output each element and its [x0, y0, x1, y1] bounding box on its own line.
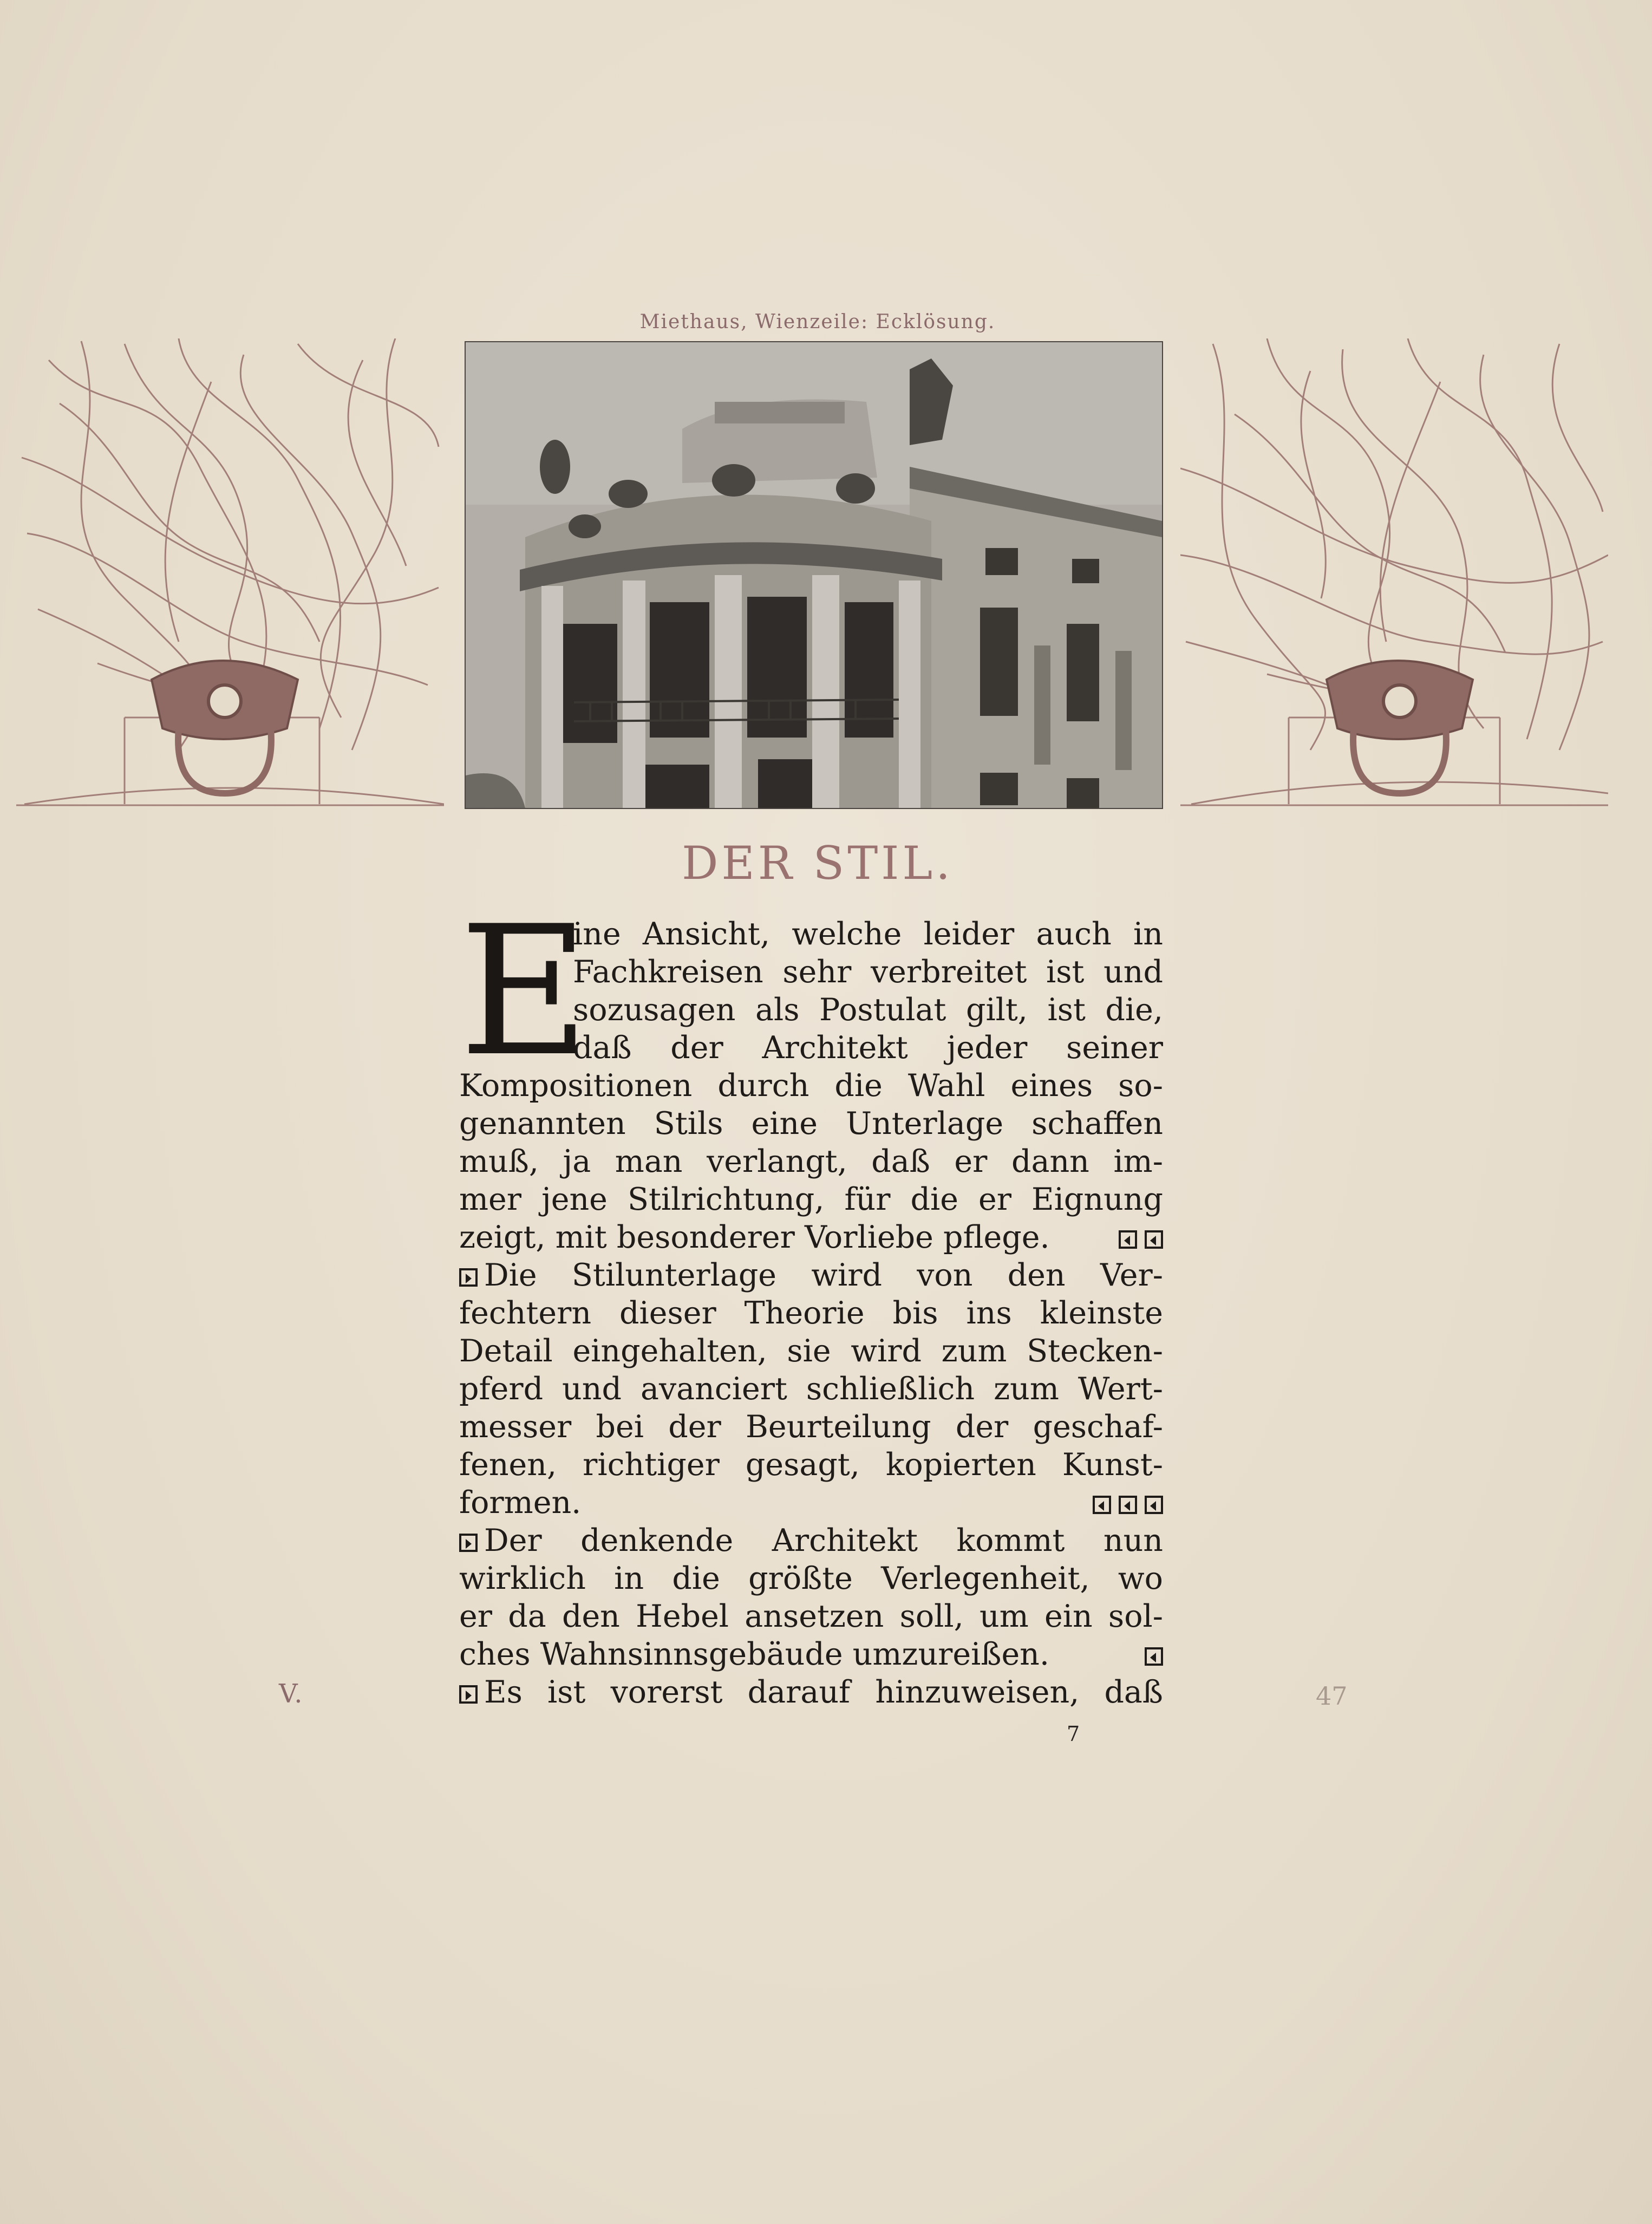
paragraph-start-icon	[459, 1268, 478, 1287]
text-line: fechtern dieser Theorie bis ins kleinste	[459, 1295, 1163, 1331]
building-photo	[466, 342, 1162, 808]
text-line-content: Die Stilunterlage wird von den Ver-	[484, 1257, 1163, 1293]
drop-cap: E	[459, 888, 590, 1095]
vase-ornament-icon	[1327, 661, 1473, 793]
text-line: sozusagen als Postulat gilt, ist die,	[573, 992, 1163, 1028]
paragraph-end-marks	[1085, 1484, 1163, 1522]
text-line-content: ches Wahnsinnsgebäude umzureißen.	[459, 1636, 1050, 1672]
signature-mark-left: V.	[279, 1679, 304, 1709]
paragraph-start-icon	[459, 1685, 478, 1704]
text-line: genannten Stils eine Unterlage schaffen	[459, 1106, 1163, 1142]
page-number-margin: 47	[1316, 1681, 1348, 1711]
paragraph-end-icon	[1119, 1496, 1137, 1514]
text-line	[459, 1673, 1163, 1711]
text-line: fenen, richtiger gesagt, kopierten Kunst-	[459, 1447, 1163, 1483]
text-line: Detail eingehalten, sie wird zum Stecken-	[459, 1333, 1163, 1369]
text-line	[459, 1484, 1163, 1522]
text-line	[459, 1522, 1163, 1560]
building-photo-image	[466, 342, 1162, 808]
text-line	[459, 1218, 1163, 1256]
text-line: messer bei der Beurteilung der geschaf-	[459, 1409, 1163, 1445]
text-line: daß der Architekt jeder seiner	[573, 1030, 1163, 1066]
paragraph-end-icon	[1145, 1230, 1163, 1249]
paragraph-start-icon	[459, 1534, 478, 1552]
paragraph-end-icon	[1145, 1496, 1163, 1514]
text-line-content: formen.	[459, 1485, 582, 1521]
text-line: wirklich in die größte Verlegenheit, wo	[459, 1561, 1163, 1596]
text-line	[459, 1256, 1163, 1294]
text-line: er da den Hebel ansetzen soll, um ein sol-	[459, 1599, 1163, 1634]
left-ornament-panel	[16, 338, 444, 810]
chapter-title: DER STIL.	[682, 837, 954, 890]
text-line-content: Es ist vorerst darauf hinzuweisen, daß	[484, 1674, 1163, 1710]
vase-ornament-icon	[152, 661, 298, 793]
paragraph-end-marks	[1111, 1218, 1163, 1256]
body-text	[459, 888, 1163, 1711]
paragraph-end-icon	[1093, 1496, 1111, 1514]
page-folio: 7	[1067, 1722, 1080, 1746]
paragraph-end-icon	[1119, 1230, 1137, 1249]
paragraph-end-marks	[1137, 1635, 1163, 1673]
text-line: Kompositionen durch die Wahl eines so-	[459, 1068, 1163, 1104]
text-line	[459, 1635, 1163, 1673]
text-line: mer jene Stilrichtung, für die er Eignung	[459, 1182, 1163, 1217]
text-line-content: Der denkende Architekt kommt nun	[484, 1523, 1163, 1558]
text-line: muß, ja man verlangt, daß er dann im-	[459, 1144, 1163, 1179]
photo-caption: Miethaus, Wienzeile: Ecklösung.	[639, 311, 996, 333]
text-line: ine Ansicht, welche leider auch in	[573, 916, 1163, 952]
text-line: pferd und avanciert schließlich zum Wert-	[459, 1371, 1163, 1407]
paragraph-end-icon	[1145, 1647, 1163, 1666]
right-ornament-panel	[1180, 338, 1608, 810]
text-line: Fachkreisen sehr verbreitet ist und	[573, 954, 1163, 990]
text-line-content: zeigt, mit besonderer Vorliebe pflege.	[459, 1219, 1050, 1255]
